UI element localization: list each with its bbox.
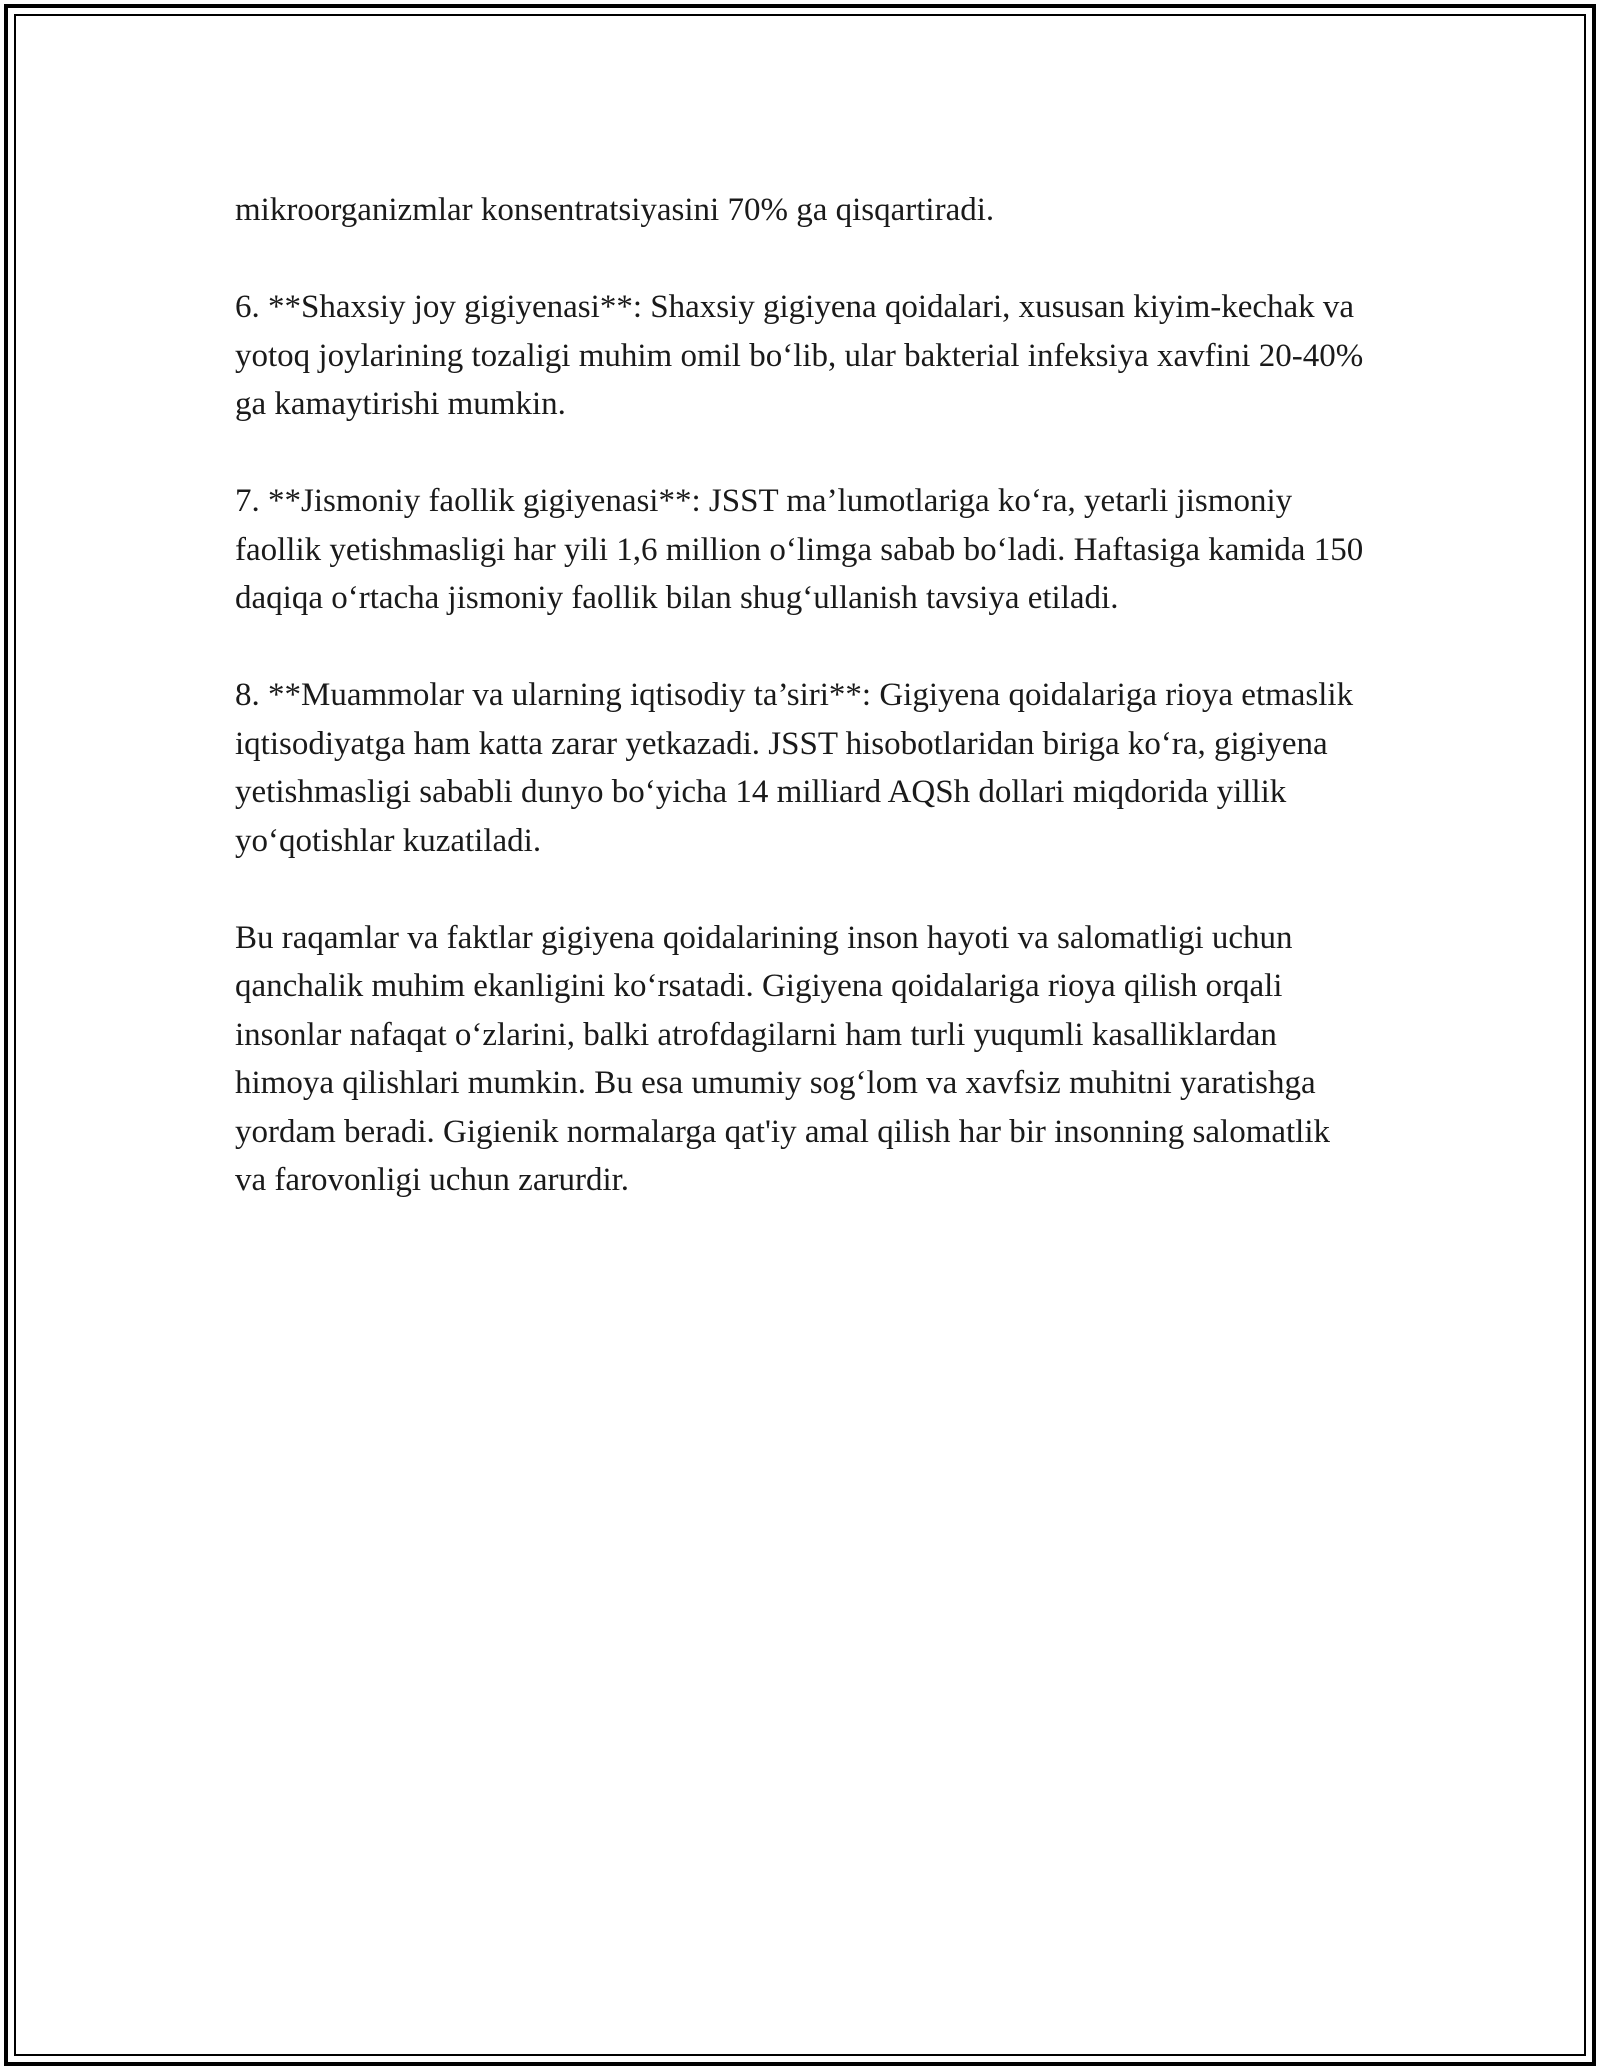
paragraph-continuation: mikroorganizmlar konsentratsiyasini 70% ga qisqartiradi.: [235, 192, 995, 228]
paragraph-conclusion: Bu raqamlar va faktlar gigiyena qoidalarining inson hayoti va salomatligi uchun qanchalik muhim ekanligini ko‘rsatadi. Gigiyena qoidalariga rioya qilish orqali insonlar nafaqat o‘zlarini, balki atrofdagilarni ham turli yuqumli kasalliklardan himoya qilishlari mumkin. Bu esa umumiy sog‘lom va xavfsiz muhitni yaratishga yordam beradi. Gigienik normalarga qat'iy amal qilish har bir insonning salomatlik va farovonligi uchun zarurdir.: [235, 919, 1331, 1198]
paragraph-physical-activity: 7. **Jismoniy faollik gigiyenasi**: JSST ma’lumotlariga ko‘ra, yetarli jismoniy faollik yetishmasligi har yili 1,6 million o‘limga sabab bo‘ladi. Haftasiga kamida 150 daqiqa o‘rtacha jismoniy faollik bilan shug‘ullanish tavsiya etiladi.: [235, 483, 1364, 616]
paragraph-economic-impact: 8. **Muammolar va ularning iqtisodiy ta’siri**: Gigiyena qoidalariga rioya etmaslik iqtisodiyatga ham katta zarar yetkazadi. JSST hisobotlaridan biriga ko‘ra, gigiyena yetishmasligi sababli dunyo bo‘yicha 14 milliard AQSh dollari miqdorida yillik yo‘qotishlar kuzatiladi.: [235, 677, 1354, 859]
document-body: [235, 186, 1365, 1205]
paragraph-personal-hygiene: 6. **Shaxsiy joy gigiyenasi**: Shaxsiy gigiyena qoidalari, xususan kiyim-kechak va yotoq joylarining tozaligi muhim omil bo‘lib, ular bakterial infeksiya xavfini 20-40% ga kamaytirishi mumkin.: [235, 289, 1364, 422]
